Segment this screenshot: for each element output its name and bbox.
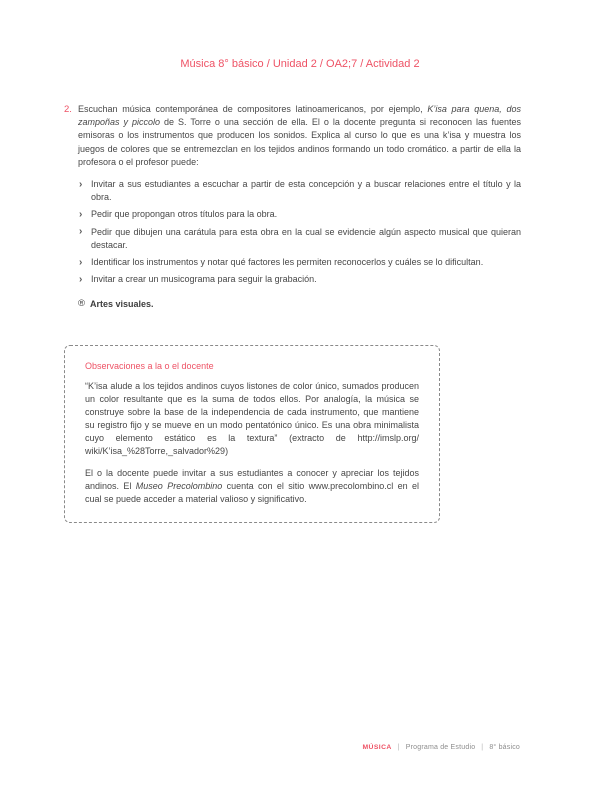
list-item [78,178,521,204]
interdisciplinary-note [78,298,521,309]
chevron-bullet-icon: › [79,208,83,220]
footer-separator: | [397,744,400,751]
page-header [0,58,600,70]
list-item-text: Invitar a crear un musicograma para seguir la grabación. [91,274,317,285]
footer-separator: | [481,744,484,751]
list-item-text: Pedir que propongan otros títulos para la obra. [91,209,278,220]
paragraph-text: El o la docente puede invitar a sus estudiantes a conocer y apreciar los tejidos andinos. El [85,468,419,492]
chevron-bullet-icon: › [79,273,83,285]
list-item [78,208,521,221]
interdisciplinary-label: Artes visuales. [90,298,154,309]
page-footer [362,744,520,751]
interdisciplinary-link-icon: ® [78,298,85,310]
description-text: Escuchan música contemporánea de compositores latinoamericanos, por ejemplo, [78,104,428,114]
activity-item [64,103,521,309]
breadcrumb: Música 8° básico / Unidad 2 / OA2;7 / Actividad 2 [180,58,420,70]
quote-close-paren: ) [225,446,229,457]
paragraph-text-continued: cuenta con el sitio [222,481,309,492]
chevron-bullet-icon: › [79,256,83,268]
chevron-bullet-icon: › [79,178,83,190]
list-item-text: Pedir que dibujen una carátula para esta obra en la cual se evidencie algún aspecto musical que quieran destacar. [91,226,521,250]
activity-body [78,103,521,309]
observations-paragraph-1 [85,380,419,458]
museum-name: Museo Precolombino [135,481,223,492]
teacher-observations-box [64,345,440,523]
teacher-options-list [78,178,521,286]
footer-program: Programa de Estudio [405,744,476,751]
footer-level: 8° básico [489,744,520,751]
musical-work-title: K’isa para quena, dos zampoñas y piccolo [78,104,521,128]
quote-text: “K’isa alude a los tejidos andinos cuyos listones de color único, sumados producen un color resultante que es la suma de todos ellos. Por analogía, la música se construye sobre la base de la independencia de cada instrumento, que mantiene su registro fijo y se mueve en un modo pentatónico único. Es una obra minimalista cuyo elemento estático es la textura” (extracto de [85,381,419,444]
imslp-url-link[interactable]: http://imslp.org/ wiki/K’isa_%28Torre,_salvador%29 [85,433,419,457]
footer-subject: MÚSICA [362,744,392,751]
list-item [78,226,521,252]
paragraph-text-end: en el cual se puede acceder a material valioso y significativo. [85,481,419,505]
list-item-text: Invitar a sus estudiantes a escuchar a partir de esta concepción y a buscar relaciones entre el título y la obra. [91,179,521,203]
list-item-text: Identificar los instrumentos y notar qué factores les permiten reconocerlos y cuáles se lo dificultan. [91,257,484,268]
precolombino-url-link[interactable]: www.precolombino.cl [308,481,394,492]
activity-number: 2. [64,104,72,115]
main-content [64,103,521,523]
description-text-continued: de S. Torre o una sección de ella. El o la docente pregunta si reconocen las fuentes emisoras o los instrumentos que producen los sonidos. Explica al curso lo que es una k’isa y muestra los juegos de colores que se entremezclan en los tejidos andinos formando un todo cromático. a partir de ella la profesora o el profesor puede: [78,117,521,167]
list-item [78,273,521,286]
list-item [78,256,521,269]
chevron-bullet-icon: › [79,226,83,238]
observations-title: Observaciones a la o el docente [85,361,214,372]
activity-description [78,103,521,169]
observations-paragraph-2 [85,467,419,506]
